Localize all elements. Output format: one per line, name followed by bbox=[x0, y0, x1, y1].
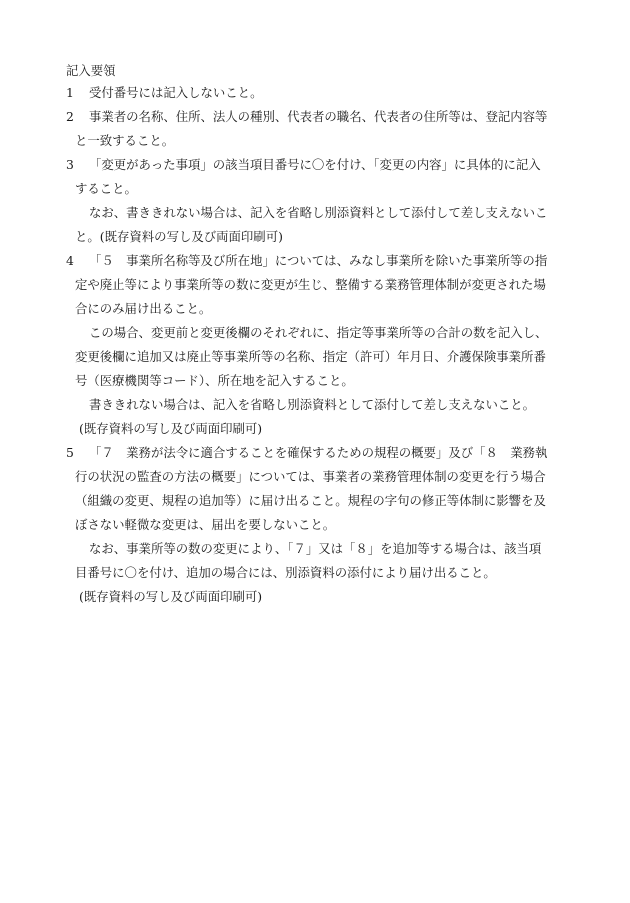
item-number: 5 bbox=[66, 445, 74, 460]
item-number: 4 bbox=[66, 253, 74, 268]
item-text-line: 事業者の名称、住所、法人の種別、代表者の職名、代表者の住所等は、登記内容等 bbox=[89, 109, 548, 124]
item-text-line: （組織の変更、規程の追加等）に届け出ること。規程の字句の修正等体制に影響を及 bbox=[75, 493, 546, 508]
item-text-line: と一致すること。 bbox=[75, 133, 175, 148]
item-text-line: 受付番号には記入しないこと。 bbox=[89, 85, 263, 100]
item-text-line: 定や廃止等により事業所等の数に変更が生じ、整備する業務管理体制が変更された場 bbox=[75, 277, 546, 292]
item-text-line: この場合、変更前と変更後欄のそれぞれに、指定等事業所等の合計の数を記入し、 bbox=[89, 325, 548, 340]
item-text-line: 号（医療機関等コード）、所在地を記入すること。 bbox=[75, 373, 354, 388]
item-text-line: (既存資料の写し及び両面印刷可) bbox=[79, 421, 263, 436]
item-text-line: 書ききれない場合は、記入を省略し別添資料として添付して差し支えないこと。 bbox=[89, 397, 536, 412]
item-text-line: と。(既存資料の写し及び両面印刷可) bbox=[75, 229, 283, 244]
item-text-line: 目番号に〇を付け、追加の場合には、別添資料の添付により届け出ること。 bbox=[75, 565, 496, 580]
item-text-line: 「７ 業務が法令に適合することを確保するための規程の概要」及び「８ 業務執 bbox=[89, 445, 548, 460]
item-number: 2 bbox=[66, 109, 74, 124]
item-number: 3 bbox=[66, 157, 74, 172]
item-text-line: 変更後欄に追加又は廃止等事業所等の名称、指定（許可）年月日、介護保険事業所番 bbox=[75, 349, 546, 364]
item-text-line: ぼさない軽微な変更は、届出を要しないこと。 bbox=[75, 517, 336, 532]
item-text-line: なお、書ききれない場合は、記入を省略し別添資料として添付して差し支えないこ bbox=[89, 205, 548, 220]
item-text-line: 「５ 事業所名称等及び所在地」については、みなし事業所を除いた事業所等の指 bbox=[89, 253, 548, 268]
document-heading: 記入要領 bbox=[66, 63, 116, 78]
item-number: 1 bbox=[66, 85, 74, 100]
item-text-line: 行の状況の監査の方法の概要」については、事業者の業務管理体制の変更を行う場合 bbox=[75, 469, 546, 484]
item-text-line: (既存資料の写し及び両面印刷可) bbox=[79, 589, 263, 604]
item-text-line: 合にのみ届け出ること。 bbox=[75, 301, 212, 316]
item-text-line: なお、事業所等の数の変更により、「７」又は「８」を追加等する場合は、該当項 bbox=[89, 541, 542, 556]
item-text-line: 「変更があった事項」の該当項目番号に〇を付け、「変更の内容」に具体的に記入 bbox=[89, 157, 541, 172]
item-text-line: すること。 bbox=[75, 181, 137, 196]
